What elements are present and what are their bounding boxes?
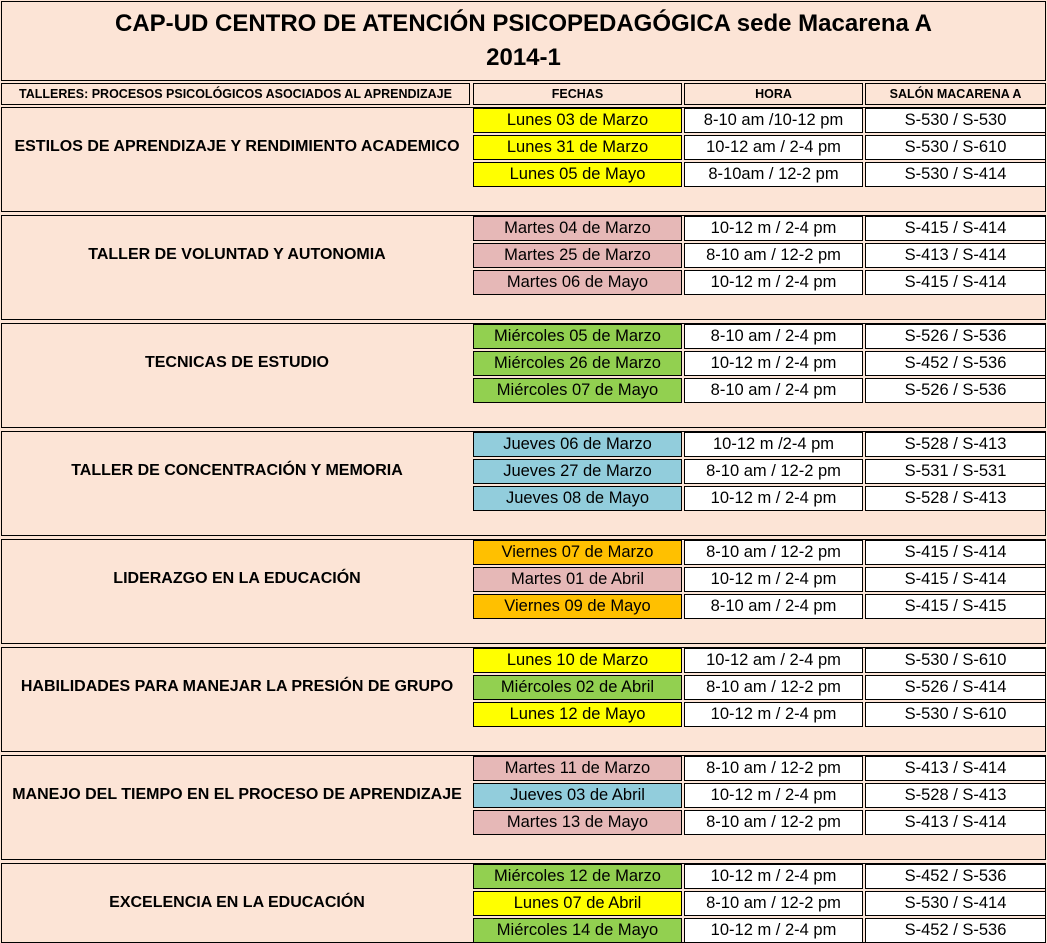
session-fecha-cell: Miércoles 02 de Abril: [473, 675, 682, 700]
session-hora-cell: 8-10 am / 12-2 pm: [684, 243, 863, 268]
session-salon-cell: S-530 / S-610: [865, 135, 1046, 160]
session-hora-cell: 10-12 am / 2-4 pm: [684, 648, 863, 673]
session-salon-cell: S-415 / S-415: [865, 594, 1046, 619]
session-fecha-cell: Martes 01 de Abril: [473, 567, 682, 592]
session-fecha-cell: Lunes 10 de Marzo: [473, 648, 682, 673]
session-fecha-cell: Miércoles 07 de Mayo: [473, 378, 682, 403]
session-hora-cell: 10-12 m / 2-4 pm: [684, 702, 863, 727]
session-salon-cell: S-530 / S-414: [865, 162, 1046, 187]
session-salon-cell: S-452 / S-536: [865, 864, 1046, 889]
session-fecha-cell: Lunes 05 de Mayo: [473, 162, 682, 187]
session-hora-cell: 8-10 am / 2-4 pm: [684, 324, 863, 349]
session-salon-cell: S-413 / S-414: [865, 756, 1046, 781]
session-fecha-cell: Miércoles 12 de Marzo: [473, 864, 682, 889]
page-title: CAP-UD CENTRO DE ATENCIÓN PSICOPEDAGÓGICA sede Macarena A: [114, 10, 933, 37]
session-hora-cell: 10-12 m / 2-4 pm: [684, 567, 863, 592]
session-salon-cell: S-531 / S-531: [865, 459, 1046, 484]
session-hora-cell: 8-10 am / 12-2 pm: [684, 675, 863, 700]
session-salon-cell: S-528 / S-413: [865, 783, 1046, 808]
session-salon-cell: S-415 / S-414: [865, 540, 1046, 565]
session-hora-cell: 8-10 am / 2-4 pm: [684, 378, 863, 403]
session-hora-cell: 8-10 am / 2-4 pm: [684, 594, 863, 619]
session-salon-cell: S-530 / S-610: [865, 702, 1046, 727]
session-hora-cell: 8-10 am / 12-2 pm: [684, 756, 863, 781]
session-fecha-cell: Jueves 08 de Mayo: [473, 486, 682, 511]
session-salon-cell: S-530 / S-610: [865, 648, 1046, 673]
session-fecha-cell: Martes 06 de Mayo: [473, 270, 682, 295]
session-hora-cell: 8-10 am /10-12 pm: [684, 108, 863, 133]
session-fecha-cell: Martes 13 de Mayo: [473, 810, 682, 835]
session-hora-cell: 10-12 m / 2-4 pm: [684, 864, 863, 889]
session-salon-cell: S-526 / S-536: [865, 324, 1046, 349]
session-salon-cell: S-415 / S-414: [865, 567, 1046, 592]
taller-name: HABILIDADES PARA MANEJAR LA PRESIÓN DE GRUPO: [20, 678, 454, 695]
taller-name: MANEJO DEL TIEMPO EN EL PROCESO DE APRENDIZAJE: [12, 786, 462, 803]
session-hora-cell: 10-12 m / 2-4 pm: [684, 351, 863, 376]
taller-name: ESTILOS DE APRENDIZAJE Y RENDIMIENTO ACADEMICO: [14, 138, 460, 155]
header-talleres: TALLERES: PROCESOS PSICOLÓGICOS ASOCIADOS AL APRENDIZAJE: [1, 83, 470, 105]
taller-name: TALLER DE VOLUNTAD Y AUTONOMIA: [88, 246, 386, 263]
session-hora-cell: 10-12 am / 2-4 pm: [684, 135, 863, 160]
session-salon-cell: S-413 / S-414: [865, 810, 1046, 835]
session-fecha-cell: Viernes 09 de Mayo: [473, 594, 682, 619]
session-fecha-cell: Miércoles 14 de Mayo: [473, 918, 682, 943]
session-salon-cell: S-530 / S-414: [865, 891, 1046, 916]
header-fechas: FECHAS: [473, 83, 682, 105]
session-fecha-cell: Martes 04 de Marzo: [473, 216, 682, 241]
session-hora-cell: 8-10 am / 12-2 pm: [684, 810, 863, 835]
session-fecha-cell: Jueves 27 de Marzo: [473, 459, 682, 484]
session-fecha-cell: Lunes 12 de Mayo: [473, 702, 682, 727]
session-salon-cell: S-452 / S-536: [865, 918, 1046, 943]
page-subtitle-year: 2014-1: [486, 44, 561, 71]
session-fecha-cell: Martes 11 de Marzo: [473, 756, 682, 781]
session-fecha-cell: Lunes 31 de Marzo: [473, 135, 682, 160]
session-salon-cell: S-530 / S-530: [865, 108, 1046, 133]
session-fecha-cell: Lunes 07 de Abril: [473, 891, 682, 916]
session-hora-cell: 8-10 am / 12-2 pm: [684, 540, 863, 565]
session-salon-cell: S-528 / S-413: [865, 432, 1046, 457]
header-salon: SALÓN MACARENA A: [865, 83, 1046, 105]
session-hora-cell: 8-10 am / 12-2 pm: [684, 891, 863, 916]
session-hora-cell: 10-12 m / 2-4 pm: [684, 486, 863, 511]
session-hora-cell: 10-12 m / 2-4 pm: [684, 216, 863, 241]
session-fecha-cell: Lunes 03 de Marzo: [473, 108, 682, 133]
session-hora-cell: 10-12 m /2-4 pm: [684, 432, 863, 457]
taller-name: TECNICAS DE ESTUDIO: [144, 354, 329, 371]
session-fecha-cell: Miércoles 05 de Marzo: [473, 324, 682, 349]
session-hora-cell: 10-12 m / 2-4 pm: [684, 270, 863, 295]
taller-name: LIDERAZGO EN LA EDUCACIÓN: [113, 570, 361, 587]
session-salon-cell: S-415 / S-414: [865, 270, 1046, 295]
session-hora-cell: 10-12 m / 2-4 pm: [684, 918, 863, 943]
session-salon-cell: S-413 / S-414: [865, 243, 1046, 268]
session-hora-cell: 8-10am / 12-2 pm: [684, 162, 863, 187]
session-fecha-cell: Jueves 03 de Abril: [473, 783, 682, 808]
header-hora: HORA: [684, 83, 863, 105]
taller-name: EXCELENCIA EN LA EDUCACIÓN: [109, 894, 365, 911]
taller-name: TALLER DE CONCENTRACIÓN Y MEMORIA: [71, 462, 403, 479]
session-salon-cell: S-452 / S-536: [865, 351, 1046, 376]
session-salon-cell: S-415 / S-414: [865, 216, 1046, 241]
session-fecha-cell: Martes 25 de Marzo: [473, 243, 682, 268]
session-fecha-cell: Viernes 07 de Marzo: [473, 540, 682, 565]
session-fecha-cell: Miércoles 26 de Marzo: [473, 351, 682, 376]
session-hora-cell: 10-12 m / 2-4 pm: [684, 783, 863, 808]
session-salon-cell: S-528 / S-413: [865, 486, 1046, 511]
title-block: [1, 1, 1046, 81]
session-salon-cell: S-526 / S-414: [865, 675, 1046, 700]
session-hora-cell: 8-10 am / 12-2 pm: [684, 459, 863, 484]
session-salon-cell: S-526 / S-536: [865, 378, 1046, 403]
session-fecha-cell: Jueves 06 de Marzo: [473, 432, 682, 457]
